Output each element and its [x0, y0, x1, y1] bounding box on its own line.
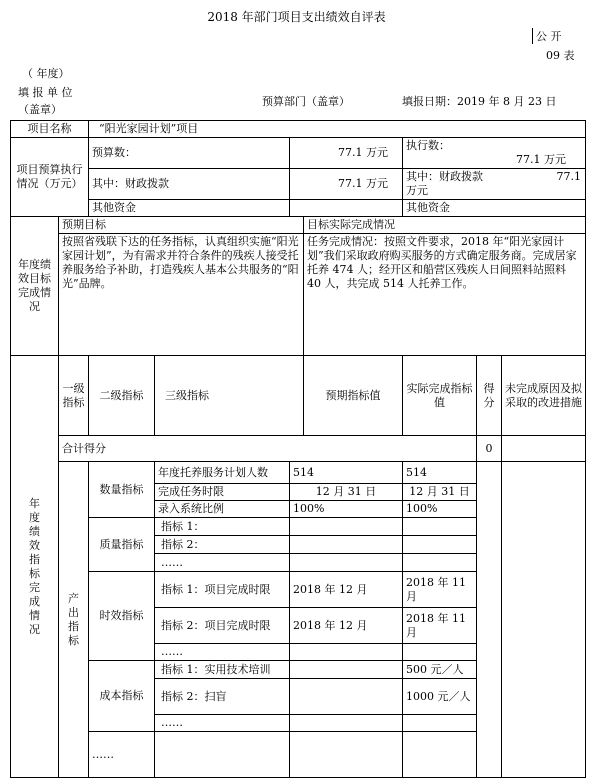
quality-2-expected	[290, 536, 403, 554]
expected-goal-label: 预期目标	[59, 217, 304, 234]
more-label: ……	[89, 732, 155, 778]
total-score: 0	[477, 436, 502, 462]
quality-1-name: 指标 1：	[155, 518, 290, 536]
more-actual	[403, 732, 477, 778]
reporting-unit-label: 填 报 单 位	[18, 86, 73, 99]
quantity-2-expected: 12 月 31 日	[290, 484, 403, 501]
fiscal-exec-label: 其中：财政拨款	[406, 170, 483, 183]
time-label: 时效指标	[89, 572, 155, 661]
public-label: 公 开	[532, 28, 562, 44]
time-2-actual: 2018 年 11 月	[403, 608, 477, 644]
form-number: 09 表	[546, 49, 575, 62]
cost-2-name: 指标 2：扫盲	[155, 679, 290, 715]
report-date: 填报日期：2019 年 8 月 23 日	[402, 95, 557, 108]
more-level3	[155, 732, 290, 778]
cost-3-name: ……	[155, 715, 290, 732]
year-line: （ 年度）	[22, 67, 70, 80]
cost-3-actual	[403, 715, 477, 732]
project-name-label: 项目名称	[11, 121, 89, 138]
fiscal-row	[11, 169, 586, 200]
cost-2-expected	[290, 679, 403, 715]
indicator-header-row	[11, 356, 586, 436]
quality-2-actual	[403, 536, 477, 554]
cost-1-name: 指标 1：实用技术培训	[155, 661, 290, 679]
time-1-actual: 2018 年 11 月	[403, 572, 477, 608]
budget-label: 预算数：	[89, 138, 290, 169]
actual-goal-label: 目标实际完成情况	[304, 217, 586, 234]
cost-label: 成本指标	[89, 661, 155, 732]
goal-text-row	[11, 234, 586, 356]
quality-3-expected	[290, 554, 403, 572]
header-actual: 实际完成指标值	[403, 356, 477, 436]
quantity-3-expected: 100%	[290, 501, 403, 518]
expected-goal-text: 按照省残联下达的任务指标，认真组织实施“阳光家园计划”，为有需求并符合条件的残疾人接受托养服务给予补助，打造残疾人基本公共服务的“阳光”品牌。	[59, 234, 304, 356]
budget-value: 77.1 万元	[290, 138, 403, 169]
exec-label: 执行数：	[406, 139, 450, 152]
cost-3-expected	[290, 715, 403, 732]
quantity-2-name: 完成任务时限	[155, 484, 290, 501]
cost-2-actual: 1000 元／人	[403, 679, 477, 715]
total-reason	[502, 436, 586, 462]
quality-label: 质量指标	[89, 518, 155, 572]
other-label: 其他资金	[89, 200, 290, 217]
quality-1-actual	[403, 518, 477, 536]
quantity-1-expected: 514	[290, 462, 403, 484]
budget-department-label: 预算部门（盖章）	[262, 95, 350, 108]
cost-1-expected	[290, 661, 403, 679]
other-row	[11, 200, 586, 217]
quantity-3-actual: 100%	[403, 501, 477, 518]
fiscal-exec-value: 77.1 万元	[406, 170, 581, 197]
quantity-1-name: 年度托养服务计划人数	[155, 462, 290, 484]
more-expected	[290, 732, 403, 778]
output-label: 产出指标	[59, 462, 89, 778]
performance-table	[10, 120, 586, 778]
goal-header-row	[11, 217, 586, 234]
total-label: 合计得分	[59, 436, 477, 462]
quantity-1-actual: 514	[403, 462, 477, 484]
time-2-name: 指标 2：项目完成时限	[155, 608, 290, 644]
header-reason: 未完成原因及拟采取的改进措施	[502, 356, 586, 436]
header-level2: 二级指标	[89, 356, 155, 436]
actual-goal-text: 任务完成情况：按照文件要求，2018 年“阳光家园计划”我们采取政府购买服务的方式确定服务商。完成居家托养 474 人；经开区和船营区残疾人日间照料站照料 40 人，共完成 514 人托养工作。	[304, 234, 586, 356]
quantity-3-name: 录入系统比例	[155, 501, 290, 518]
time-1-name: 指标 1：项目完成时限	[155, 572, 290, 608]
reason-cell	[502, 462, 586, 778]
time-3-expected	[290, 644, 403, 661]
header-score: 得分	[477, 356, 502, 436]
project-name-row	[11, 121, 586, 138]
funds-label: 项目预算执行情况（万元）	[11, 138, 89, 217]
fiscal-label: 其中：财政拨款	[89, 169, 290, 200]
table-row	[11, 462, 586, 484]
time-1-expected: 2018 年 12 月	[290, 572, 403, 608]
time-3-actual	[403, 644, 477, 661]
other-budget-value	[290, 200, 403, 217]
quality-3-name: ……	[155, 554, 290, 572]
form-title: 2018 年部门项目支出绩效自评表	[207, 10, 386, 24]
score-cell	[477, 462, 502, 778]
indicator-section-label: 年度绩效指标完成情况	[11, 356, 59, 778]
time-2-expected: 2018 年 12 月	[290, 608, 403, 644]
budget-row	[11, 138, 586, 169]
header-level1: 一级指标	[59, 356, 89, 436]
other-exec-label: 其他资金	[403, 200, 586, 217]
time-3-name: ……	[155, 644, 290, 661]
exec-label-row	[403, 138, 586, 169]
quality-2-name: 指标 2：	[155, 536, 290, 554]
header-expected: 预期指标值	[304, 356, 403, 436]
quantity-label: 数量指标	[89, 462, 155, 518]
exec-value: 77.1 万元	[516, 153, 566, 166]
quantity-2-actual: 12 月 31 日	[403, 484, 477, 501]
cost-1-actual: 500 元／人	[403, 661, 477, 679]
total-row	[11, 436, 586, 462]
quality-1-expected	[290, 518, 403, 536]
project-name-value: “阳光家园计划”项目	[89, 121, 586, 138]
quality-3-actual	[403, 554, 477, 572]
fiscal-exec-cell	[403, 169, 586, 200]
fiscal-budget-value: 77.1 万元	[290, 169, 403, 200]
goal-section-label: 年度绩效目标完成情况	[11, 217, 59, 356]
header-level3: 三级指标	[155, 356, 304, 436]
seal-label: （盖章）	[18, 103, 62, 116]
